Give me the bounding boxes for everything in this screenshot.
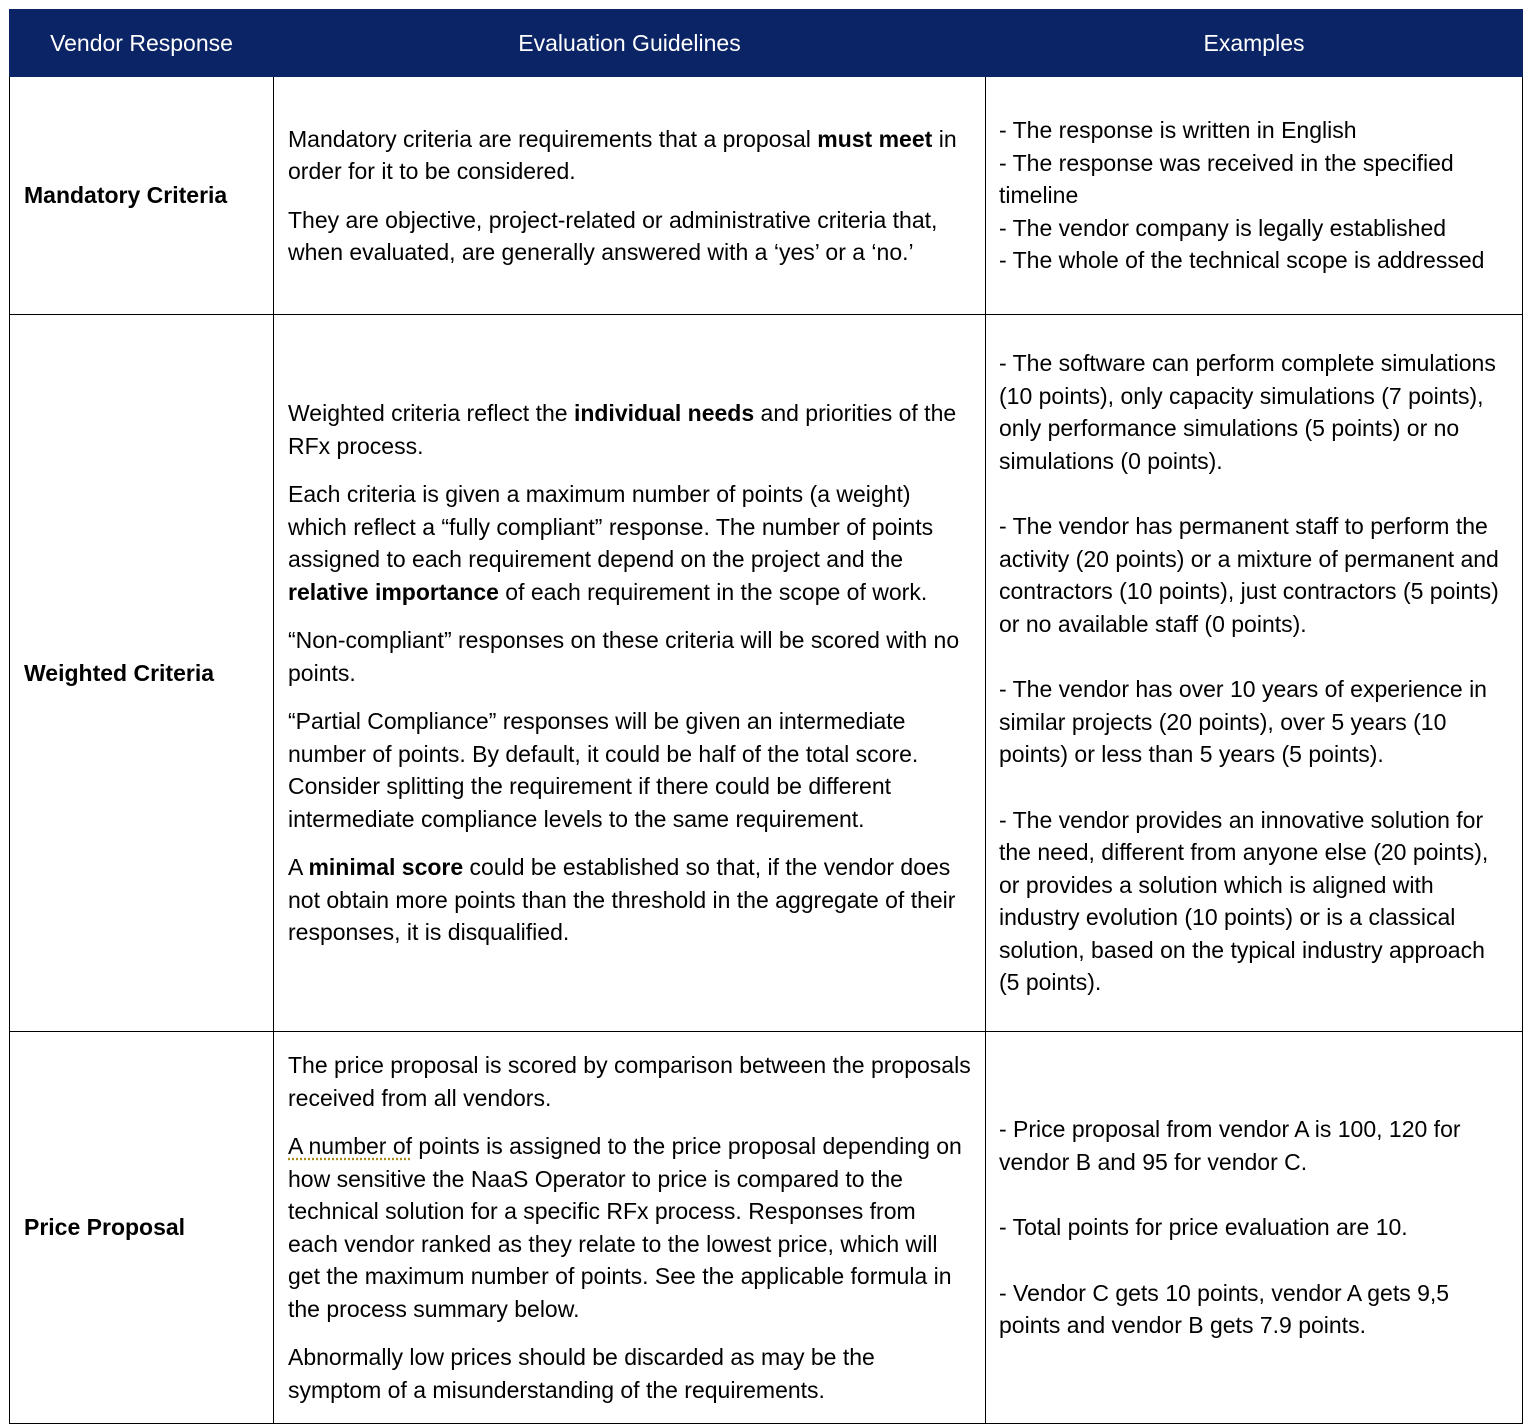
- guideline-paragraph: Weighted criteria reflect the individual needs and priorities of the RFx process.: [288, 400, 957, 459]
- guideline-paragraph: Mandatory criteria are requirements that a proposal must meet in order for it to be considered.: [288, 125, 957, 184]
- guideline-paragraph: Abnormally low prices should be discarded as may be the symptom of a misunderstanding of the requirements.: [288, 1344, 875, 1403]
- guideline-paragraph: The price proposal is scored by comparison between the proposals received from all vendors.: [288, 1052, 971, 1111]
- example-item: - Vendor C gets 10 points, vendor A gets 9,5 points and vendor B gets 7.9 points.: [999, 1279, 1450, 1339]
- guideline-paragraph: “Partial Compliance” responses will be given an intermediate number of points. By default, it could be half of the total score. Consider splitting the requirement if there could be different intermediate compliance levels to the same requirement.: [288, 708, 919, 832]
- guideline-paragraph: “Non-compliant” responses on these criteria will be scored with no points.: [288, 627, 960, 686]
- example-item: - Price proposal from vendor A is 100, 120 for vendor B and 95 for vendor C.: [999, 1116, 1461, 1175]
- example-item: - The vendor company is legally established: [999, 214, 1447, 241]
- guideline-paragraph: They are objective, project-related or administrative criteria that, when evaluated, are generally answered with a ‘yes’ or a ‘no.’: [288, 206, 938, 265]
- example-item: - Total points for price evaluation are 10.: [999, 1214, 1408, 1241]
- header-evaluation-guidelines: Evaluation Guidelines: [274, 10, 986, 77]
- guideline-paragraph: A minimal score could be established so that, if the vendor does not obtain more points than the threshold in the aggregate of their responses, it is disqualified.: [288, 854, 956, 946]
- row-weighted-criteria: [10, 315, 1523, 1032]
- header-examples: Examples: [986, 10, 1523, 77]
- example-item: - The response is written in English: [999, 117, 1357, 144]
- guidelines-mandatory: [274, 77, 986, 315]
- row-mandatory-criteria: [10, 77, 1523, 315]
- example-item: - The whole of the technical scope is addressed: [999, 247, 1485, 274]
- evaluation-criteria-table: [9, 9, 1523, 1424]
- examples-price: [986, 1032, 1523, 1424]
- guideline-paragraph: Each criteria is given a maximum number of points (a weight) which reflect a “fully compliant” response. The number of points assigned to each requirement depend on the project and the relative importance of each requirement in the scope of work.: [288, 481, 934, 605]
- criterion-price: Price Proposal: [10, 1032, 274, 1424]
- example-item: - The vendor has permanent staff to perform the activity (20 points) or a mixture of permanent and contractors (10 points), just contractors (5 points) or no available staff (0 points).: [999, 513, 1499, 637]
- guidelines-price: [274, 1032, 986, 1424]
- examples-mandatory: [986, 77, 1523, 315]
- guidelines-weighted: [274, 315, 986, 1032]
- example-item: - The software can perform complete simulations (10 points), only capacity simulations (7 points), only performance simulations (5 points) or no simulations (0 points).: [999, 350, 1496, 474]
- example-item: - The vendor provides an innovative solution for the need, different from anyone else (20 points), or provides a solution which is aligned with industry evolution (10 points) or is a classical solution, based on the typical industry approach (5 points).: [999, 806, 1489, 996]
- header-row: [10, 10, 1523, 77]
- example-item: - The response was received in the specified timeline: [999, 149, 1454, 209]
- criterion-mandatory: Mandatory Criteria: [10, 77, 274, 315]
- guideline-paragraph: A number of points is assigned to the price proposal depending on how sensitive the NaaS Operator to price is compared to the technical solution for a specific RFx process. Responses from each vendor ranked as they relate to the lowest price, which will get the maximum number of points. See the applicable formula in the process summary below.: [288, 1133, 962, 1322]
- row-price-proposal: [10, 1032, 1523, 1424]
- example-item: - The vendor has over 10 years of experience in similar projects (20 points), over 5 years (10 points) or less than 5 years (5 points).: [999, 676, 1487, 768]
- criterion-weighted: Weighted Criteria: [10, 315, 274, 1032]
- header-vendor-response: Vendor Response: [10, 10, 274, 77]
- examples-weighted: [986, 315, 1523, 1032]
